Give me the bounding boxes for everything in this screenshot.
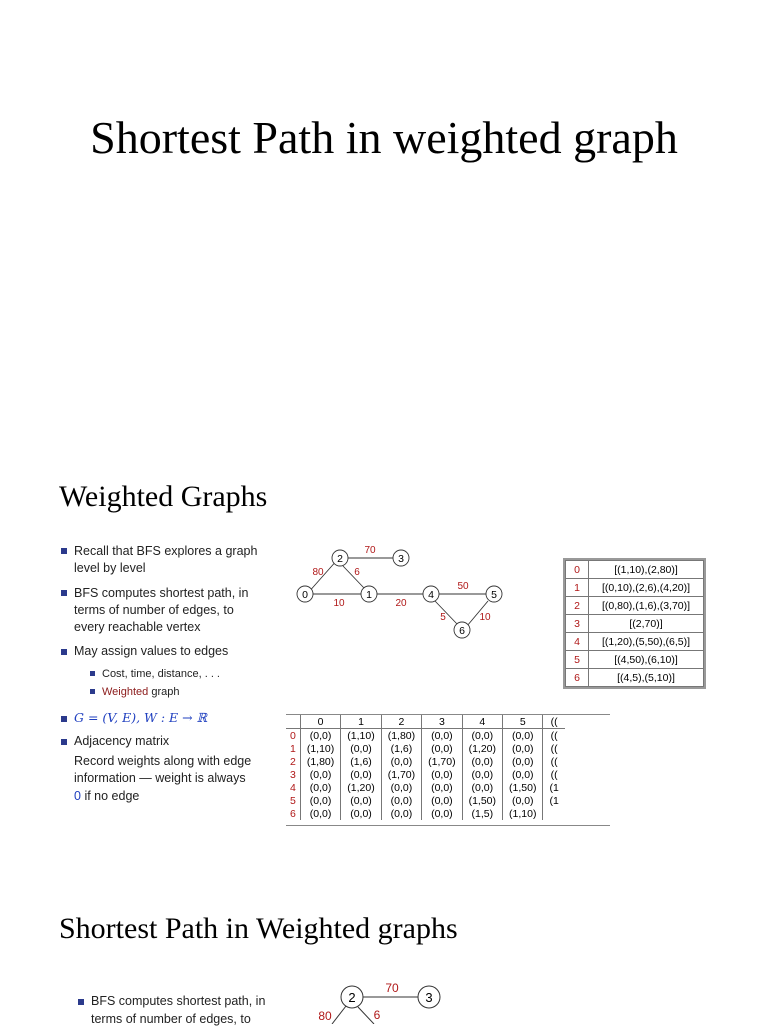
bullet-marker bbox=[61, 590, 67, 596]
matrix-cell: (1 bbox=[543, 781, 565, 794]
matrix-cell: (1,80) bbox=[381, 729, 421, 743]
sub-bullet-marker bbox=[90, 689, 95, 694]
edge-weight: 10 bbox=[333, 598, 345, 609]
bullet-text: level by level bbox=[74, 561, 146, 575]
matrix-cell: (0,0) bbox=[422, 729, 462, 743]
matrix-cell: (0,0) bbox=[300, 729, 340, 743]
adjacency-list-index: 0 bbox=[566, 561, 589, 579]
weighted-graph-diagram bbox=[290, 540, 520, 645]
node-label: 3 bbox=[398, 553, 404, 565]
node-label: 1 bbox=[366, 589, 372, 601]
matrix-row bbox=[286, 768, 565, 781]
matrix-cell: (0,0) bbox=[462, 781, 502, 794]
edge-4-6 bbox=[435, 601, 458, 625]
matrix-cell: (0,0) bbox=[381, 755, 421, 768]
bullet-marker bbox=[61, 716, 67, 722]
matrix-cell: (1,20) bbox=[462, 742, 502, 755]
slide3-graph-diagram bbox=[310, 980, 460, 1024]
matrix-row-index: 6 bbox=[286, 807, 300, 820]
edge-weight: 5 bbox=[440, 612, 446, 623]
matrix-row-index: 2 bbox=[286, 755, 300, 768]
matrix-row bbox=[286, 729, 565, 743]
adjacency-matrix-table bbox=[286, 714, 610, 826]
matrix-cell: (1,10) bbox=[300, 742, 340, 755]
bullet-marker bbox=[61, 739, 67, 745]
matrix-cell: (( bbox=[543, 742, 565, 755]
matrix-cell: (0,0) bbox=[422, 794, 462, 807]
matrix-row bbox=[286, 742, 565, 755]
matrix-cell: (0,0) bbox=[503, 768, 543, 781]
matrix-cell: (( bbox=[543, 729, 565, 743]
adjacency-list-row bbox=[566, 561, 704, 579]
bullet-marker bbox=[61, 548, 67, 554]
matrix-cell: (( bbox=[543, 768, 565, 781]
weighted-word: Weighted bbox=[102, 686, 149, 698]
matrix-cell: (0,0) bbox=[462, 755, 502, 768]
edge-weight: 50 bbox=[457, 581, 469, 592]
matrix-cell: (1,70) bbox=[381, 768, 421, 781]
bullet-text: terms of number of edges, to bbox=[74, 603, 234, 617]
bullet-text: Recall that BFS explores a graph bbox=[74, 544, 258, 558]
if-no-edge-text: if no edge bbox=[84, 789, 140, 803]
node-label: 5 bbox=[491, 589, 497, 601]
matrix-cell: (0,0) bbox=[341, 794, 381, 807]
adjacency-list bbox=[565, 560, 704, 687]
bullet-text: Record weights along with edge bbox=[74, 754, 252, 768]
adjacency-list-row bbox=[566, 597, 704, 615]
adjacency-list-row bbox=[566, 669, 704, 687]
matrix-column-header: 0 bbox=[300, 715, 340, 729]
matrix-cell: (1,10) bbox=[341, 729, 381, 743]
matrix-cell: (0,0) bbox=[422, 742, 462, 755]
matrix-row bbox=[286, 794, 565, 807]
matrix-cell: (0,0) bbox=[381, 807, 421, 820]
edge-weight: 20 bbox=[395, 598, 407, 609]
matrix-cell: (0,0) bbox=[341, 807, 381, 820]
adjacency-list-value: [(0,80),(1,6),(3,70)] bbox=[589, 597, 704, 615]
matrix-cell: (1,80) bbox=[300, 755, 340, 768]
matrix-column-header: (( bbox=[543, 715, 565, 729]
slide-title-text: Shortest Path in weighted graph bbox=[90, 112, 678, 163]
edge-weight: 80 bbox=[318, 1009, 332, 1023]
matrix-cell: (0,0) bbox=[503, 729, 543, 743]
bullet-text: every reachable vertex bbox=[74, 620, 201, 634]
adjacency-list-index: 5 bbox=[566, 651, 589, 669]
matrix-column-header: 5 bbox=[503, 715, 543, 729]
matrix-column-header: 3 bbox=[422, 715, 462, 729]
matrix-cell: (1,5) bbox=[462, 807, 502, 820]
matrix-column-header: 4 bbox=[462, 715, 502, 729]
bullet-text: Adjacency matrix bbox=[74, 734, 170, 748]
adjacency-list-index: 3 bbox=[566, 615, 589, 633]
matrix-header-row bbox=[286, 715, 565, 729]
weighted-graphs-heading: Weighted Graphs bbox=[59, 480, 268, 513]
adjacency-list-value: [(1,10),(2,80)] bbox=[589, 561, 704, 579]
edge-weight: 70 bbox=[364, 545, 376, 556]
matrix-cell: (1,6) bbox=[341, 755, 381, 768]
matrix-corner bbox=[286, 715, 300, 729]
matrix-row-index: 3 bbox=[286, 768, 300, 781]
matrix-cell: (1,10) bbox=[503, 807, 543, 820]
matrix-cell: (0,0) bbox=[422, 768, 462, 781]
adjacency-list-row bbox=[566, 615, 704, 633]
matrix-row-index: 5 bbox=[286, 794, 300, 807]
matrix-cell: (0,0) bbox=[462, 768, 502, 781]
bullet-text bbox=[74, 788, 139, 804]
bullet-text: BFS computes shortest path, in bbox=[91, 994, 266, 1008]
matrix-row bbox=[286, 755, 565, 768]
edge-weight: 70 bbox=[385, 981, 399, 995]
zero-value: 0 bbox=[74, 789, 81, 803]
bullet-formula: G = (V, E), W : E → ℝ bbox=[74, 710, 207, 725]
bullet-text: information — weight is always bbox=[74, 771, 246, 785]
matrix-cell: (0,0) bbox=[422, 781, 462, 794]
matrix-cell: (0,0) bbox=[381, 781, 421, 794]
matrix-cell: (1,50) bbox=[462, 794, 502, 807]
matrix-row-index: 0 bbox=[286, 729, 300, 743]
adjacency-list-row bbox=[566, 579, 704, 597]
node-label: 2 bbox=[348, 990, 356, 1005]
matrix-cell: (0,0) bbox=[462, 729, 502, 743]
matrix-cell: (0,0) bbox=[341, 742, 381, 755]
matrix-cell: (0,0) bbox=[341, 768, 381, 781]
matrix-row-index: 4 bbox=[286, 781, 300, 794]
bullet-text: BFS computes shortest path, in bbox=[74, 586, 249, 600]
adjacency-list-index: 1 bbox=[566, 579, 589, 597]
bullet-marker bbox=[78, 999, 84, 1005]
matrix-column-header: 2 bbox=[381, 715, 421, 729]
edge-weight: 6 bbox=[354, 567, 360, 578]
slide-title bbox=[0, 112, 768, 164]
matrix-cell bbox=[543, 807, 565, 820]
adjacency-list-index: 4 bbox=[566, 633, 589, 651]
sub-bullet-marker bbox=[90, 671, 95, 676]
sub-bullet-text bbox=[102, 684, 179, 700]
node-label: 6 bbox=[459, 625, 465, 637]
matrix-row bbox=[286, 807, 565, 820]
matrix-cell: (0,0) bbox=[422, 807, 462, 820]
adjacency-list-value: [(1,20),(5,50),(6,5)] bbox=[589, 633, 704, 651]
adjacency-list-row bbox=[566, 633, 704, 651]
matrix-cell: (0,0) bbox=[300, 768, 340, 781]
adjacency-list-index: 2 bbox=[566, 597, 589, 615]
bullet-text: terms of number of edges, to bbox=[91, 1012, 251, 1026]
matrix-cell: (1,50) bbox=[503, 781, 543, 794]
matrix-cell: (0,0) bbox=[300, 794, 340, 807]
matrix-cell: (1,6) bbox=[381, 742, 421, 755]
matrix-cell: (0,0) bbox=[381, 794, 421, 807]
matrix-row bbox=[286, 781, 565, 794]
matrix-cell: (1 bbox=[543, 794, 565, 807]
edge-0-2 bbox=[332, 1006, 346, 1024]
adjacency-list-index: 6 bbox=[566, 669, 589, 687]
edge-2-1 bbox=[358, 1007, 374, 1024]
matrix-row-index: 1 bbox=[286, 742, 300, 755]
graph-word: graph bbox=[151, 686, 180, 698]
adjacency-list-value: [(4,50),(6,10)] bbox=[589, 651, 704, 669]
bullet-marker bbox=[61, 649, 67, 655]
bullet-text: May assign values to edges bbox=[74, 644, 229, 658]
adjacency-list-value: [(2,70)] bbox=[589, 615, 704, 633]
matrix-cell: (1,20) bbox=[341, 781, 381, 794]
node-label: 0 bbox=[302, 589, 308, 601]
node-label: 3 bbox=[425, 990, 433, 1005]
node-label: 2 bbox=[337, 553, 343, 565]
matrix-cell: (1,70) bbox=[422, 755, 462, 768]
shortest-path-weighted-heading: Shortest Path in Weighted graphs bbox=[59, 912, 458, 945]
matrix-cell: (0,0) bbox=[300, 807, 340, 820]
edge-weight: 10 bbox=[479, 612, 491, 623]
adjacency-list-table bbox=[563, 558, 706, 689]
matrix-cell: (0,0) bbox=[300, 781, 340, 794]
node-label: 4 bbox=[428, 589, 434, 601]
adjacency-matrix bbox=[286, 715, 565, 820]
adjacency-list-row bbox=[566, 651, 704, 669]
edge-weight: 80 bbox=[312, 567, 324, 578]
matrix-cell: (0,0) bbox=[503, 742, 543, 755]
matrix-cell: (( bbox=[543, 755, 565, 768]
adjacency-list-value: [(0,10),(2,6),(4,20)] bbox=[589, 579, 704, 597]
matrix-cell: (0,0) bbox=[503, 755, 543, 768]
edge-weight: 6 bbox=[373, 1008, 381, 1022]
matrix-cell: (0,0) bbox=[503, 794, 543, 807]
sub-bullet-text: Cost, time, distance, . . . bbox=[102, 668, 220, 680]
matrix-column-header: 1 bbox=[341, 715, 381, 729]
adjacency-list-value: [(4,5),(5,10)] bbox=[589, 669, 704, 687]
